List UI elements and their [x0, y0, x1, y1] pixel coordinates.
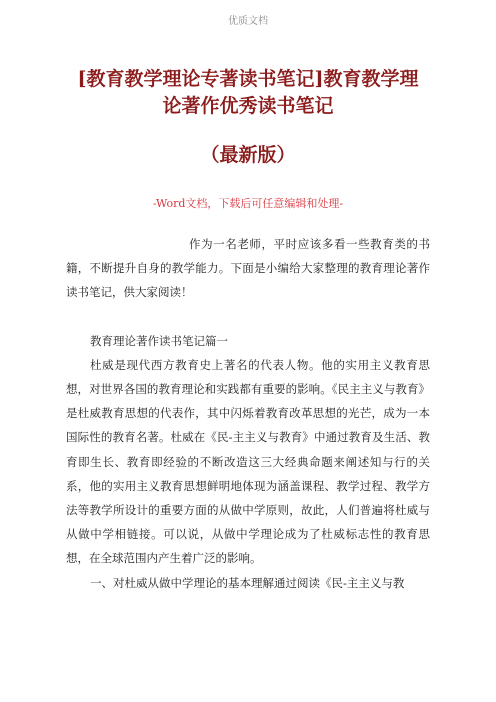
title-line-2: 论著作优秀读书笔记: [162, 95, 334, 117]
edit-note: -Word文档，下载后可任意编辑和处理-: [152, 197, 344, 210]
document-subtitle: （最新版）: [200, 144, 296, 166]
body-paragraph: 杜威是现代西方教育史上著名的代表人物。他的实用主义教育思想，对世界各国的教育理论和实践都有重要的影响。《民主主义与教育》是杜威教育思想的代表作，其中闪烁着教育改革思想的光芒，成为一本国际性的教育名著。杜威在《民-主主义与教育》中通过教育及生活、教育即生长、教育即经验的不断改造这三大经典命题来阐述知与行的关系，他的实用主义教育思想鲜明地体现为涵盖课程、教学过程、教学方法等教学所设计的重要方面的从做中学原则，故此，人们普遍将杜威与从做中学相链接。可以说，从做中学理论成为了杜威标志性的教育思想，在全球范围内产生着广泛的影响。: [66, 357, 430, 566]
section-heading: 教育理论著作读书笔记篇一: [90, 333, 228, 348]
intro-paragraph: 作为一名老师，平时应该多看一些教育类的书籍，不断提升自身的教学能力。下面是小编给大家整理的教育理论著作读书笔记，供大家阅读！: [66, 237, 430, 300]
document-body: [66, 232, 430, 595]
document-title: [0, 66, 496, 120]
page-header: 优质文档: [228, 16, 268, 27]
title-line-1: [教育教学理论专著读书笔记]教育教学理: [77, 68, 419, 90]
body-paragraph: 一、对杜威从做中学理论的基本理解通过阅读《民-主主义与教: [90, 575, 405, 590]
